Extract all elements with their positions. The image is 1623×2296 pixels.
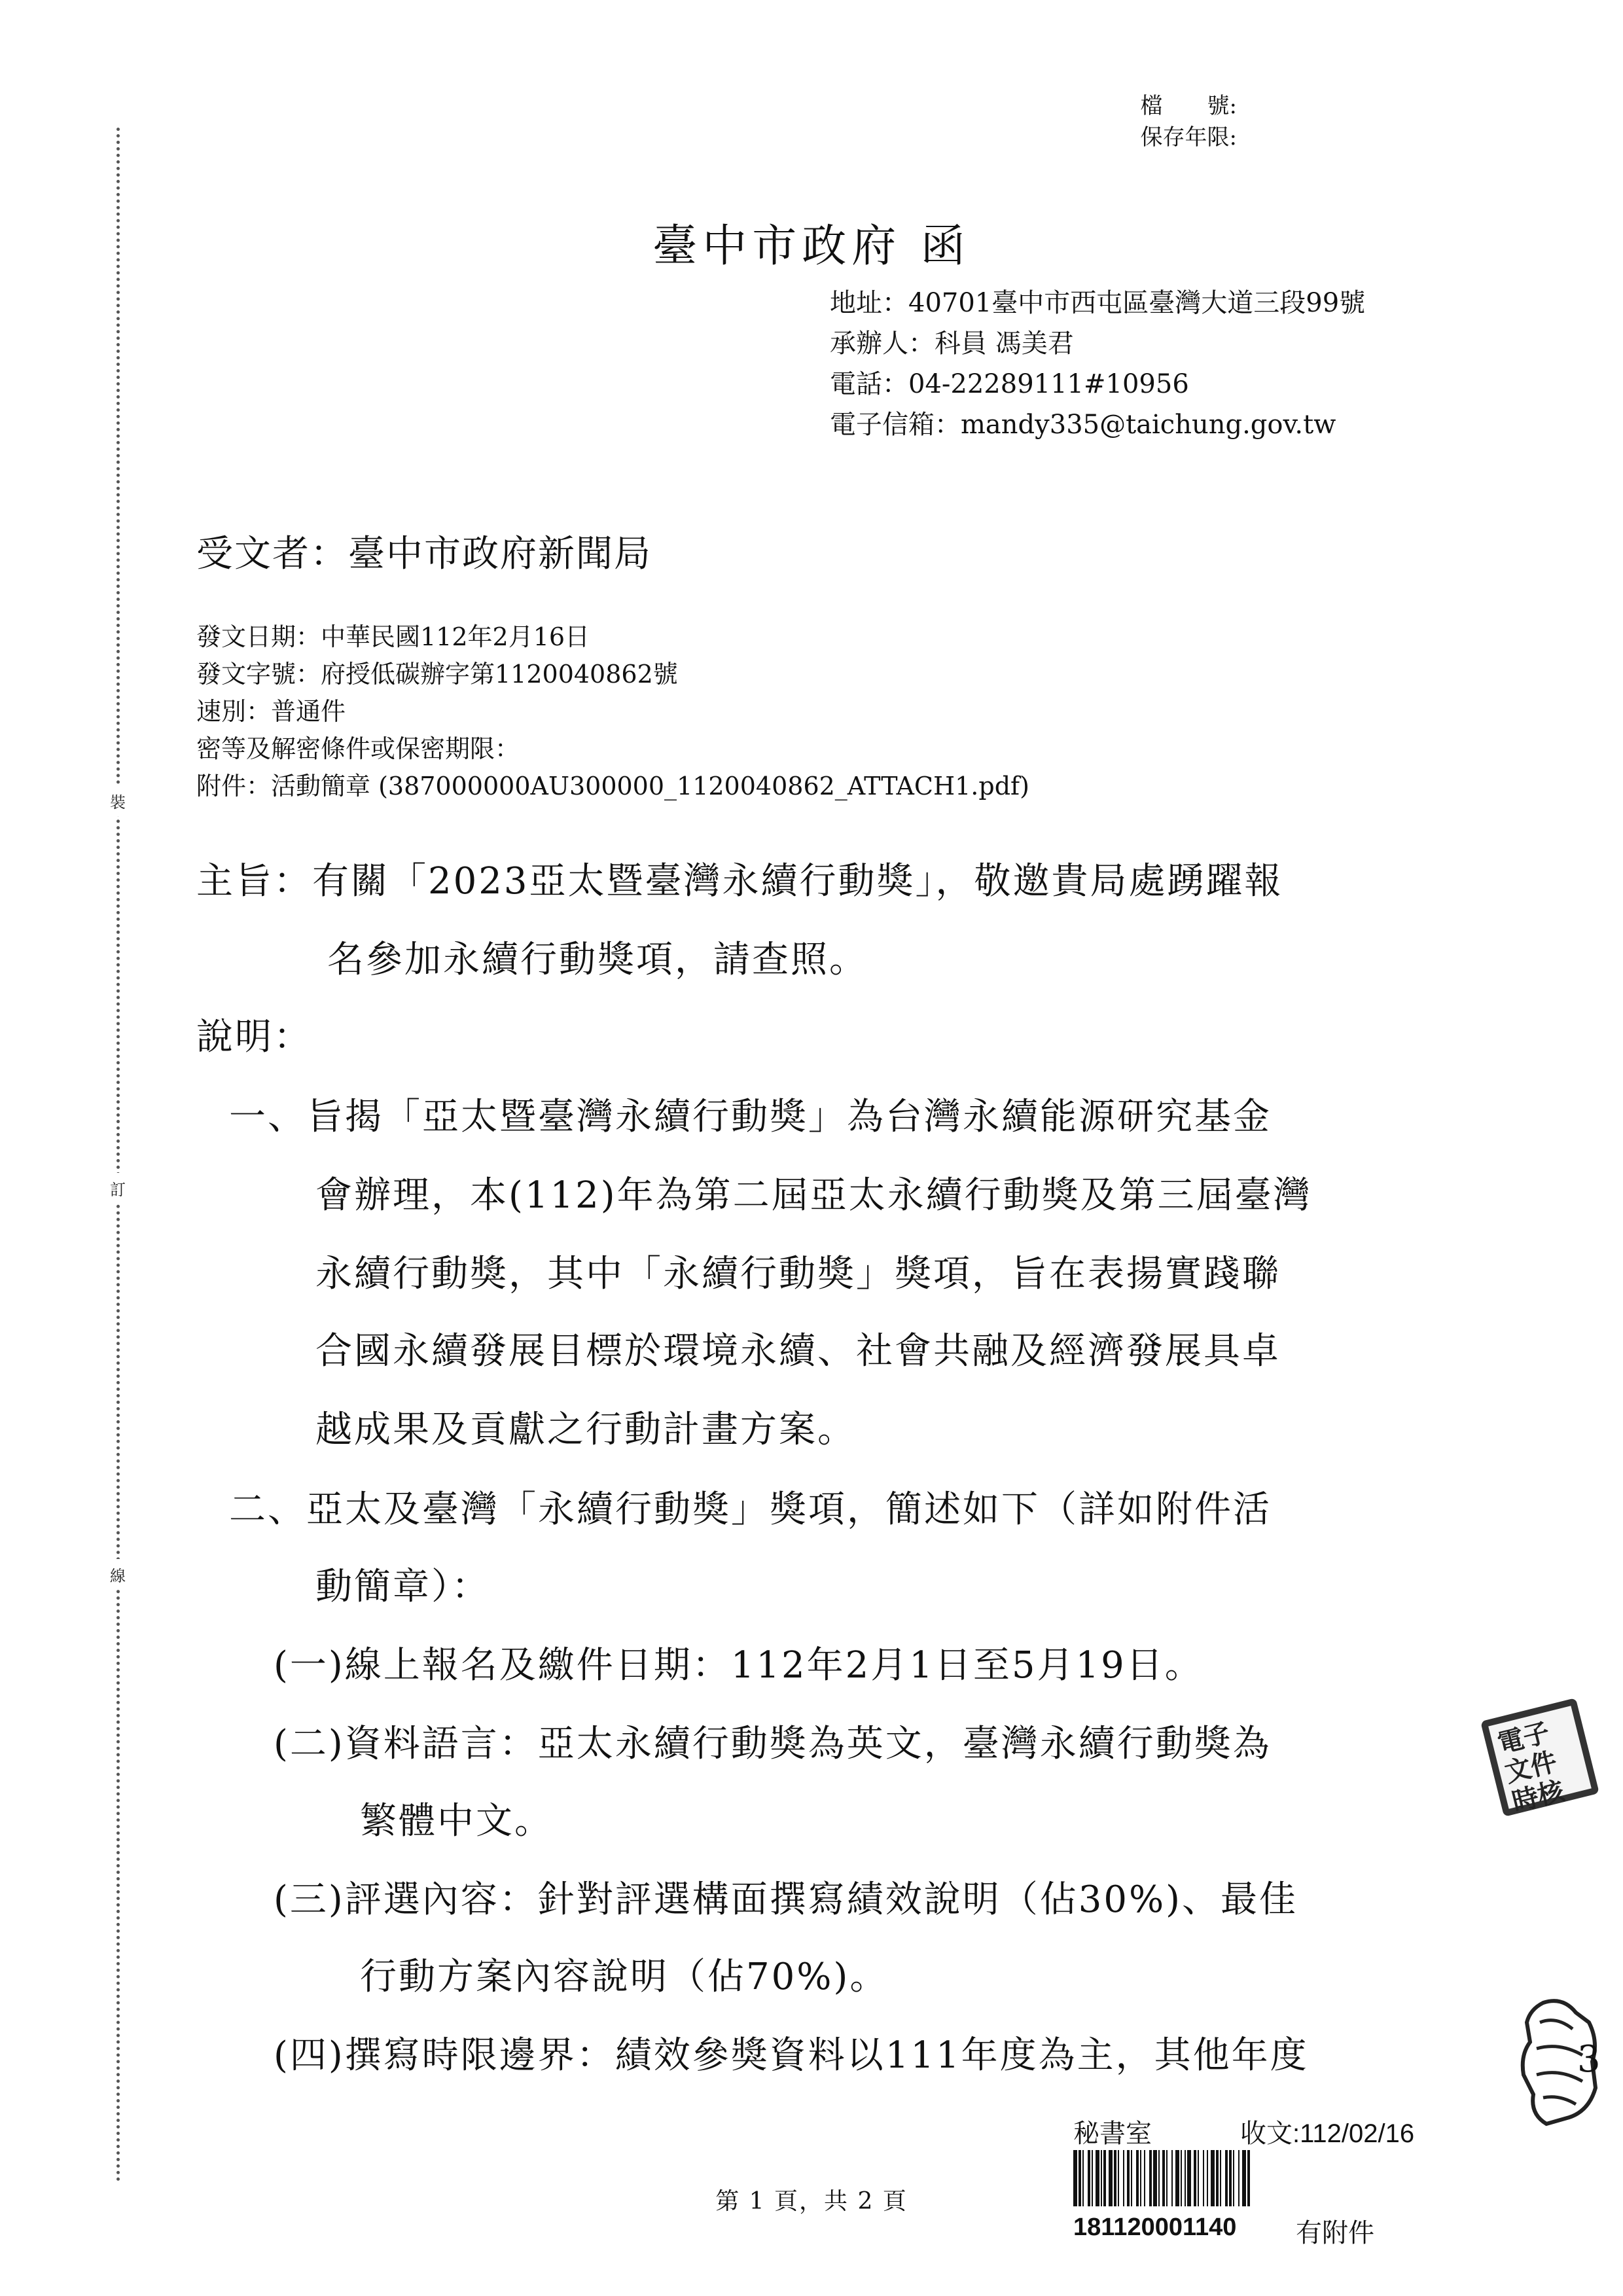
subitem-4: (四)撰寫時限邊界：績效參獎資料以111年度為主，其他年度 (274, 2034, 1309, 2077)
attachment-info: 附件：活動簡章 (387000000AU300000_1120040862_ATTACH1.pdf) (196, 772, 1029, 800)
item1-line-4: 合國永續發展目標於環境永續、社會共融及經濟發展具卓 (315, 1330, 1281, 1372)
page-seal-icon (1517, 1996, 1602, 2127)
subitem-1: (一)線上報名及繳件日期：112年2月1日至5月19日。 (274, 1644, 1204, 1687)
binding-label-top: 裝 (110, 785, 126, 816)
document-title: 臺中市政府 函 (652, 221, 971, 272)
archive-block (1141, 90, 1237, 153)
sender-address: 地址：40701臺中市西屯區臺灣大道三段99號 (830, 288, 1366, 318)
retention-label: 保存年限: (1140, 124, 1237, 151)
receipt-date: 收文:112/02/16 (1240, 2119, 1415, 2148)
item1-line-1: 一、旨揭「亞太暨臺灣永續行動獎」為台灣永續能源研究基金 (229, 1096, 1272, 1138)
seal-number: 3 (1577, 2038, 1601, 2081)
document-number: 發文字號：府授低碳辦字第1120040862號 (196, 660, 678, 689)
attachment-flag: 有附件 (1296, 2219, 1374, 2248)
sender-phone: 電話：04-22289111#10956 (830, 369, 1189, 399)
file-number-label: 檔 號: (1140, 93, 1237, 119)
subitem-2-line-1: (二)資料語言：亞太永續行動獎為英文，臺灣永續行動獎為 (274, 1723, 1272, 1765)
issue-date: 發文日期：中華民國112年2月16日 (196, 622, 590, 651)
priority: 速別：普通件 (196, 697, 346, 726)
item2-line-1: 二、亞太及臺灣「永續行動獎」獎項，簡述如下（詳如附件活 (229, 1488, 1272, 1531)
recipient: 受文者：臺中市政府新聞局 (196, 533, 652, 575)
subitem-2-line-2: 繁體中文。 (360, 1800, 553, 1842)
subject-line-2: 名參加永續行動獎項，請查照。 (327, 939, 868, 981)
subject-line-1: 主旨：有關「2023亞太暨臺灣永續行動獎」，敬邀貴局處踴躍報 (196, 860, 1283, 903)
binding-label-middle: 訂 (110, 1173, 126, 1204)
item2-line-2: 動簡章）： (315, 1566, 490, 1608)
seal-text: 電子文件時核 (1494, 1717, 1567, 1818)
item1-line-5: 越成果及貢獻之行動計畫方案。 (315, 1408, 856, 1451)
sender-contact: 承辦人：科員 馮美君 (830, 329, 1074, 359)
secrecy-level: 密等及解密條件或保密期限： (196, 734, 520, 763)
subitem-3-line-1: (三)評選內容：針對評選構面撰寫績效說明（佔30%)、最佳 (274, 1878, 1298, 1921)
barcode-number: 181120001140 (1073, 2214, 1237, 2241)
subitem-3-line-2: 行動方案內容說明（佔70%)。 (360, 1956, 889, 1998)
sender-email: 電子信箱：mandy335@taichung.gov.tw (830, 410, 1336, 440)
page-number: 第 1 頁，共 2 頁 (715, 2188, 908, 2215)
receipt-office: 秘書室 (1073, 2119, 1152, 2148)
item1-line-2: 會辦理，本(112)年為第二屆亞太永續行動獎及第三屆臺灣 (315, 1174, 1312, 1217)
binding-label-bottom: 線 (110, 1559, 126, 1590)
sender-block (830, 283, 1458, 445)
explanation-heading: 說明： (196, 1016, 312, 1058)
document-meta (196, 619, 1029, 805)
electronic-document-seal (1480, 1698, 1599, 1817)
item1-line-3: 永續行動獎，其中「永續行動獎」獎項，旨在表揚實踐聯 (315, 1253, 1281, 1295)
binding-line (116, 128, 120, 2183)
